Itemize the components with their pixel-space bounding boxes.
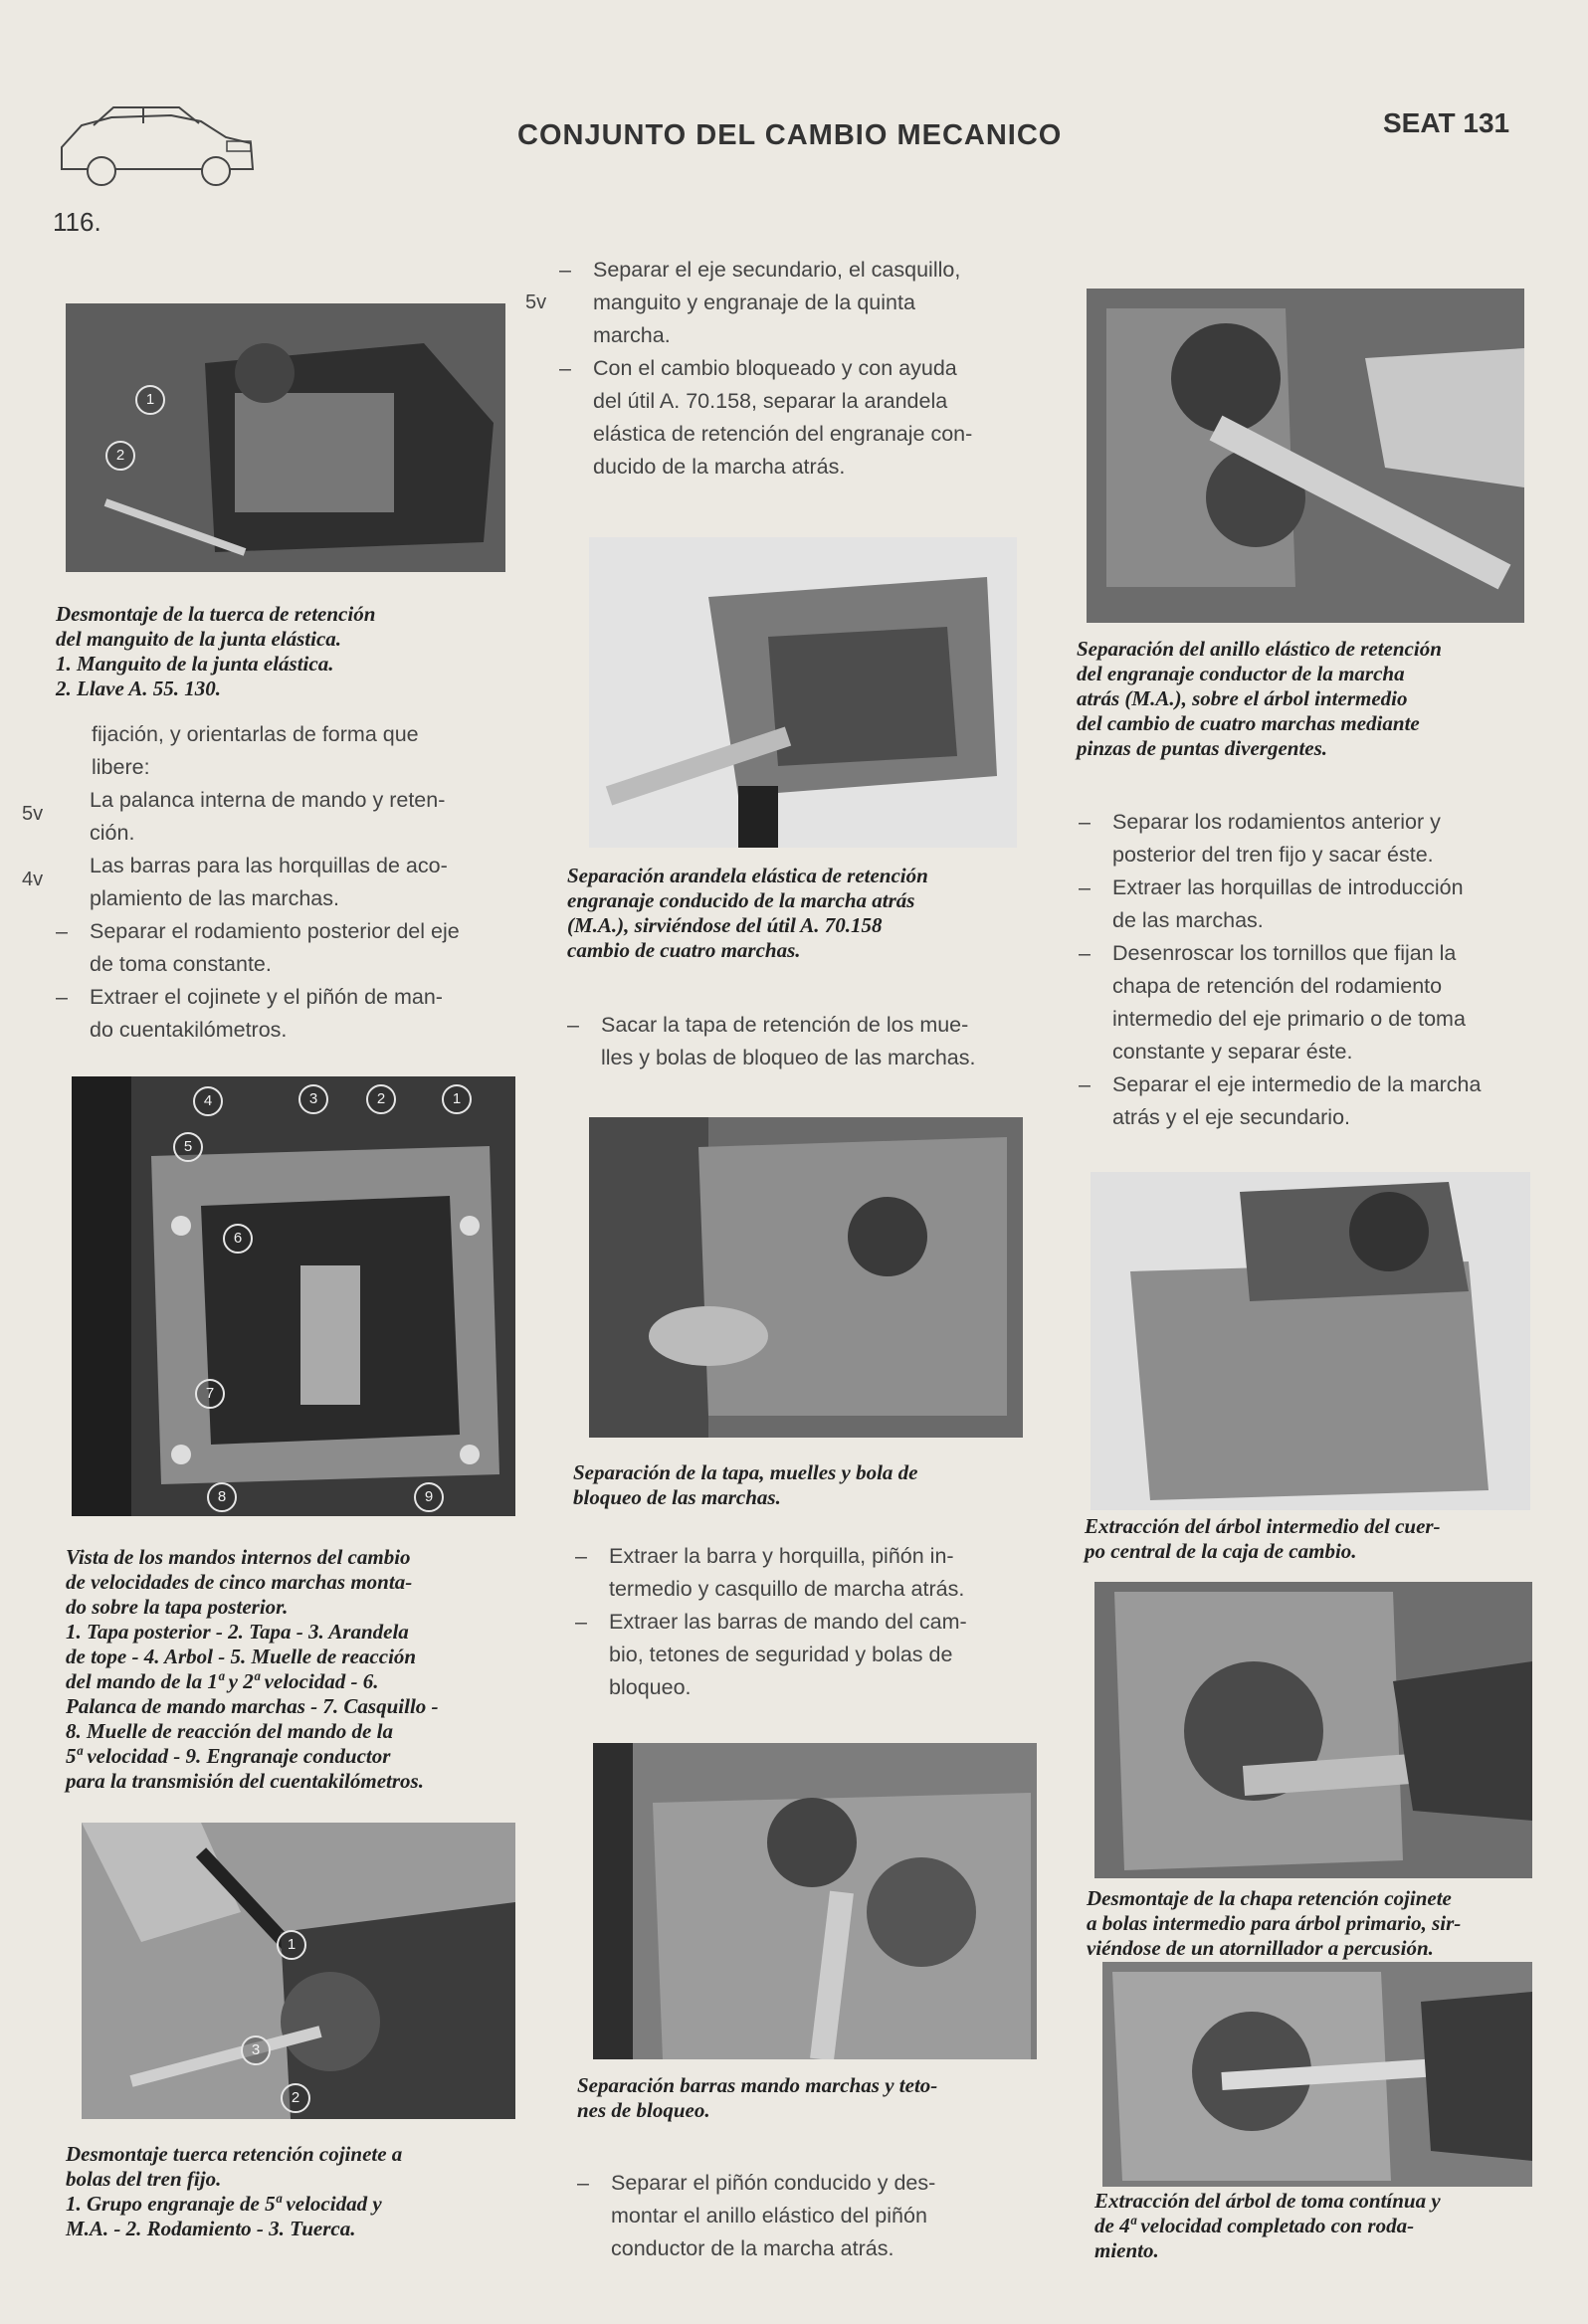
callout-5: 5 <box>173 1132 203 1162</box>
photo-elastic-ring-pliers <box>1087 289 1524 623</box>
page-number: 116. <box>53 207 101 237</box>
photo-intermediate-shaft-extraction <box>1091 1172 1530 1510</box>
callout-3: 3 <box>241 2035 271 2065</box>
caption-col1-photo1: Desmontaje de la tuerca de retención del manguito de la junta elástica. 1. Manguito de la junta elástica. 2. Llave A. 55. 130. <box>56 602 376 700</box>
car-logo <box>52 78 261 197</box>
brand-name: SEAT <box>1383 107 1456 138</box>
list-item: – Extraer las horquillas de introducción de las marchas. <box>1079 875 1464 932</box>
caption-col2-photo2: Separación de la tapa, muelles y bola de bloqueo de las marchas. <box>573 1460 918 1509</box>
list-item: – Con el cambio bloqueado y con ayuda del útil A. 70.158, separar la arandela elástica de retención del engranaje con- ducido de la marcha atrás. <box>559 356 973 479</box>
callout-1: 1 <box>442 1084 472 1114</box>
col2-text-mid <box>567 1009 1051 1074</box>
photo-internal-controls <box>72 1076 515 1516</box>
page-title: CONJUNTO DEL CAMBIO MECANICO <box>517 119 1063 151</box>
callout-2: 2 <box>105 441 135 471</box>
list-item: – Separar el eje secundario, el casquillo, <box>559 258 961 282</box>
callout-2: 2 <box>281 2083 310 2113</box>
list-item: – Separar el rodamiento posterior del eje de toma constante. <box>56 919 460 976</box>
callout-4: 4 <box>193 1086 223 1116</box>
photo-cover-springs-ball <box>589 1117 1023 1438</box>
callout-8: 8 <box>207 1482 237 1512</box>
photo-bearing-plate-removal <box>1094 1582 1532 1878</box>
caption-col1-photo2: Vista de los mandos internos del cambio de velocidades de cinco marchas monta- do sobre la tapa posterior. 1. Tapa posterior - 2. Tapa - 3. Arandela de tope - 4. Arbol - 5. Muelle de reacción del mando de la 1ª y 2ª velocidad - 6. Palanca de mando marchas - 7. Casquillo - 8. Muelle de reacción del mando de la 5ª velocidad - 9. Engranaje conductor para la transmisión del cuentakilómetros. <box>66 1545 439 1793</box>
callout-7: 7 <box>195 1379 225 1409</box>
list-item: 5v manguito y engranaje de la quinta marcha. <box>525 290 915 347</box>
list-item: – Separar el eje intermedio de la marcha atrás y el eje secundario. <box>1079 1072 1482 1129</box>
callout-1: 1 <box>277 1930 306 1960</box>
caption-col2-photo1: Separación arandela elástica de retención engranaje conducido de la marcha atrás (M.A.), sirviéndose del útil A. 70.158 cambio de cuatro marchas. <box>567 864 928 962</box>
photo-gearbox-nut-removal <box>66 303 505 572</box>
caption-col1-photo3: Desmontaje tuerca retención cojinete a bolas del tren fijo. 1. Grupo engranaje de 5ª velocidad y M.A. - 2. Rodamiento - 3. Tuerca. <box>66 2142 403 2240</box>
callout-6: 6 <box>223 1224 253 1254</box>
caption-col3-photo3: Desmontaje de la chapa retención cojinete a bolas intermedio para árbol primario, sir- viéndose de un atornillador a percusión. <box>1087 1886 1462 1960</box>
list-item: – Separar el piñón conducido y des- montar el anillo elástico del piñón conductor de la marcha atrás. <box>577 2171 936 2260</box>
callout-1: 1 <box>135 385 165 415</box>
caption-col3-photo4: Extracción del árbol de toma contínua y de 4ª velocidad completado con roda- miento. <box>1094 2189 1441 2262</box>
list-item: – Desenroscar los tornillos que fijan la chapa de retención del rodamiento intermedio del eje primario o de toma constante y separar éste. <box>1079 941 1466 1064</box>
list-item: – Sacar la tapa de retención de los mue- lles y bolas de bloqueo de las marchas. <box>567 1013 976 1069</box>
caption-col2-photo3: Separación barras mando marchas y teto- nes de bloqueo. <box>577 2073 938 2122</box>
list-item: – Extraer el cojinete y el piñón de man- do cuentakilómetros. <box>56 985 443 1042</box>
callout-2: 2 <box>366 1084 396 1114</box>
callout-3: 3 <box>298 1084 328 1114</box>
caption-col3-photo1: Separación del anillo elástico de retención del engranaje conductor de la marcha atrás (M.A.), sobre el árbol intermedio del cambio de cuatro marchas mediante pinzas de puntas divergentes. <box>1077 637 1442 760</box>
col3-text <box>1079 806 1550 1134</box>
col2-text-mid2 <box>575 1540 1051 1704</box>
list-item: – Separar los rodamientos anterior y posterior del tren fijo y sacar éste. <box>1079 810 1441 867</box>
col2-text-top <box>525 254 1043 484</box>
col2-text-bottom <box>577 2167 1051 2265</box>
photo-elastic-washer-removal <box>589 537 1017 848</box>
model-number: 131 <box>1463 107 1510 138</box>
callout-9: 9 <box>414 1482 444 1512</box>
photo-fixed-train-nut <box>82 1823 515 2119</box>
list-item: 4v Las barras para las horquillas de aco- plamiento de las marchas. <box>22 854 448 910</box>
list-item: 5v La palanca interna de mando y reten- ción. <box>22 788 446 845</box>
brand-label <box>1383 107 1509 139</box>
photo-main-shaft-extraction <box>1102 1962 1532 2187</box>
list-item: – Extraer las barras de mando del cam- bio, tetones de seguridad y bolas de bloqueo. <box>575 1610 967 1699</box>
caption-col3-photo2: Extracción del árbol intermedio del cuer- po central de la caja de cambio. <box>1085 1514 1441 1563</box>
col1-text: fijación, y orientarlas de forma que libere: 5v La palanca interna de mando y reten- ción. 4v Las barras para las horquillas de aco- plamiento de las marchas. – Separar el rodamiento posterior del eje de toma constante. – Extraer el cojinete y el piñón de man- do cuentakilómetros. <box>56 718 533 1047</box>
photo-shift-rods-removal <box>593 1743 1037 2059</box>
list-item: – Extraer la barra y horquilla, piñón in- termedio y casquillo de marcha atrás. <box>575 1544 965 1601</box>
